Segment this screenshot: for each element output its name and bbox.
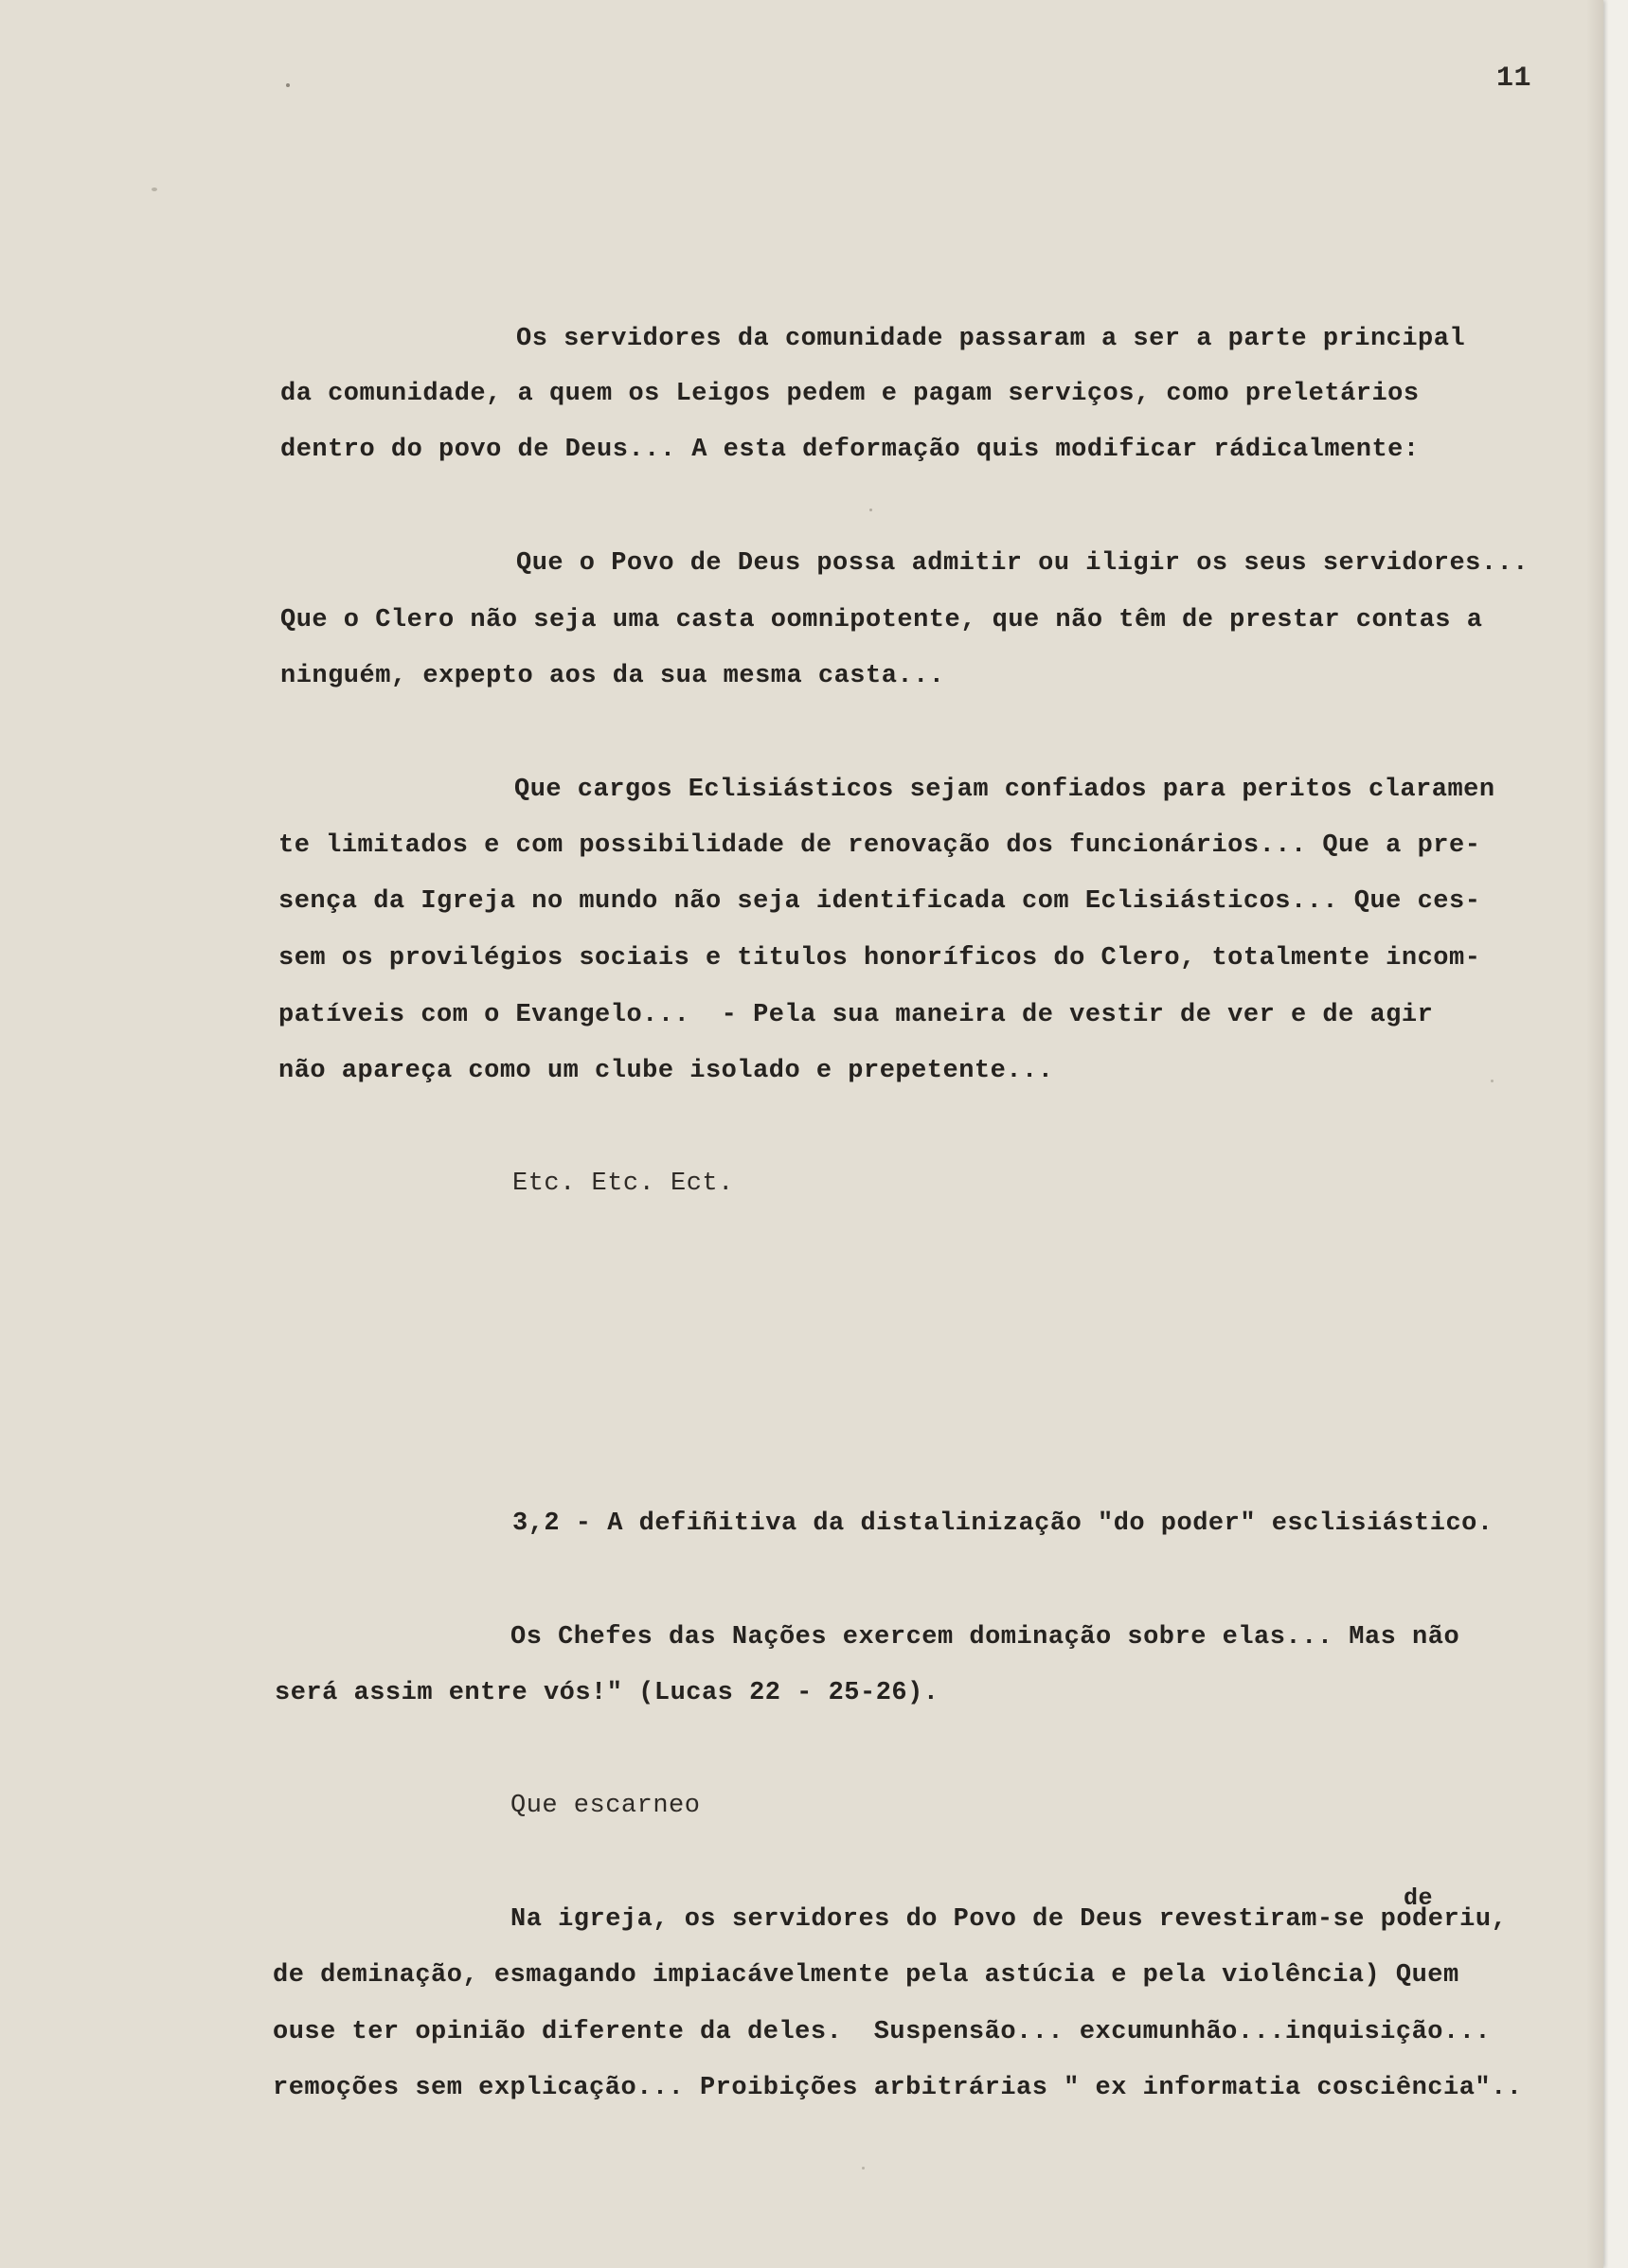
paper-speck	[1491, 1080, 1494, 1082]
paragraph-4-line-2: será assim entre vós!" (Lucas 22 - 25-26).	[275, 1679, 939, 1707]
paragraph-3-line-6: não apareça como um clube isolado e prepetente...	[278, 1057, 1054, 1085]
paragraph-5-line-4: remoções sem explicação... Proibições arbitrárias " ex informatia cosciência"..	[273, 2074, 1523, 2102]
paragraph-3-line-4: sem os provilégios sociais e titulos honoríficos do Clero, totalmente incom-	[278, 944, 1481, 973]
short-line: Que escarneo	[510, 1792, 701, 1820]
paragraph-5-line-2: de deminação, esmagando impiacávelmente pela astúcia e pela violência) Quem	[273, 1961, 1459, 1990]
paragraph-2-line-1: Que o Povo de Deus possa admitir ou iligir os seus servidores...	[516, 549, 1529, 578]
paper-speck	[869, 509, 872, 511]
paragraph-3-line-5: patíveis com o Evangelo... - Pela sua maneira de vestir de ver e de agir	[278, 1001, 1434, 1029]
interlinear-insertion: de	[1404, 1884, 1434, 1912]
paper-speck	[286, 83, 290, 87]
paragraph-1-line-2: da comunidade, a quem os Leigos pedem e pagam serviços, como preletários	[280, 380, 1420, 408]
paper-speck	[862, 2167, 865, 2170]
paragraph-5-line-1: Na igreja, os servidores do Povo de Deus revestiram-se poderiu,	[510, 1905, 1508, 1934]
paragraph-2-line-2: Que o Clero não seja uma casta oomnipotente, que não têm de prestar contas a	[280, 606, 1483, 634]
paragraph-3-line-2: te limitados e com possibilidade de renovação dos funcionários... Que a pre-	[278, 831, 1481, 860]
paragraph-1-line-1: Os servidores da comunidade passaram a ser a parte principal	[516, 325, 1466, 353]
page-number: 11	[1496, 63, 1532, 95]
paragraph-3-line-3: sença da Igreja no mundo não seja identificada com Eclisiásticos... Que ces-	[278, 887, 1481, 916]
paper-speck	[152, 188, 157, 191]
paragraph-5-line-3: ouse ter opinião diferente da deles. Suspensão... excumunhão...inquisição...	[273, 2018, 1492, 2046]
paragraph-2-line-3: ninguém, expepto aos da sua mesma casta...	[280, 662, 945, 690]
section-heading: 3,2 - A defiñitiva da distalinização "do poder" esclisiástico.	[512, 1509, 1494, 1538]
paragraph-1-line-3: dentro do povo de Deus... A esta deformação quis modificar rádicalmente:	[280, 436, 1420, 464]
paragraph-4-line-1: Os Chefes das Nações exercem dominação sobre elas... Mas não	[510, 1623, 1460, 1652]
paragraph-3-line-1: Que cargos Eclisiásticos sejam confiados para peritos claramen	[514, 776, 1495, 804]
etc-line: Etc. Etc. Ect.	[512, 1170, 734, 1198]
